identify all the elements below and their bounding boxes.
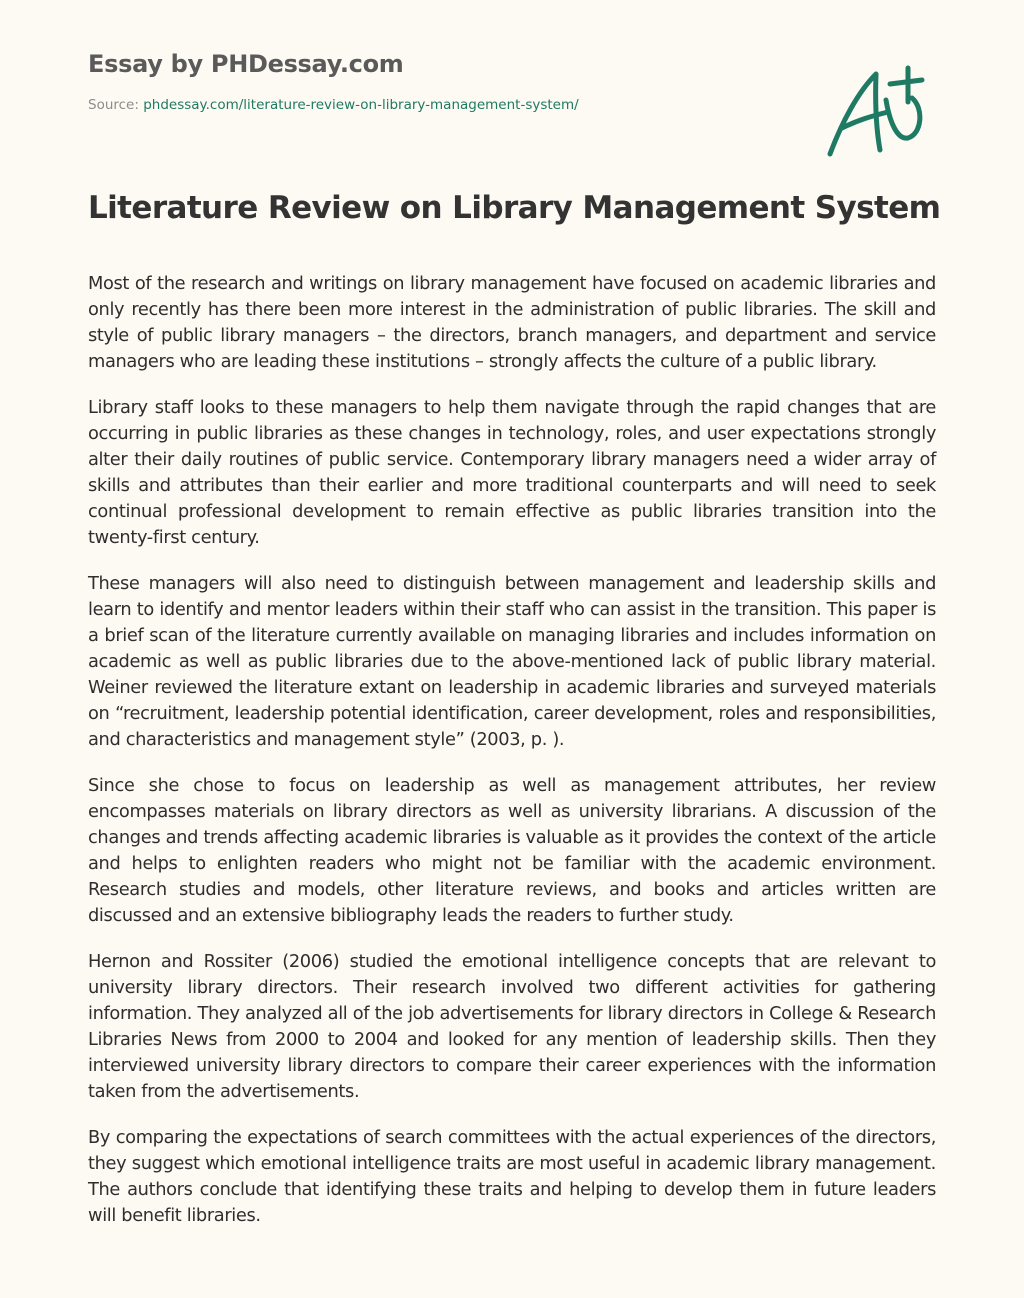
- paragraph: Most of the research and writings on library management have focused on academic libraries and only recently has there been more interest in the administration of public libraries. The skill and style of public library managers – the directors, branch managers, and department and service managers who are leading these institutions – strongly affects the culture of a public library.: [88, 273, 936, 372]
- essay-title: Literature Review on Library Management System: [88, 190, 941, 226]
- paragraph: These managers will also need to distinguish between management and leadership skills and learn to identify and mentor leaders within their staff who can assist in the transition. This paper is a brief scan of the literature currently available on managing libraries and includes information on academic as well as public libraries due to the above-mentioned lack of public library material. Weiner reviewed the literature extant on leadership in academic libraries and surveyed materials on “recruitment, leadership potential identification, career development, roles and responsibilities, and characteristics and management style” (2003, p. ).: [88, 573, 936, 750]
- paragraph: Hernon and Rossiter (2006) studied the emotional intelligence concepts that are relevant to university library directors. Their research involved two different activities for gathering information. They analyzed all of the job advertisements for library directors in College & Research Libraries News from 2000 to 2004 and looked for any mention of leadership skills. Then they interviewed university library directors to compare their career experiences with the information taken from the advertisements.: [88, 951, 936, 1102]
- source-label: Source:: [88, 97, 144, 113]
- paragraph: By comparing the expectations of search committees with the actual experiences of the directors, they suggest which emotional intelligence traits are most useful in academic library management. The authors conclude that identifying these traits and helping to develop them in future leaders will benefit libraries.: [88, 1127, 936, 1226]
- source-link[interactable]: phdessay.com/literature-review-on-library-management-system/: [143, 97, 579, 113]
- essay-body: [88, 271, 936, 1249]
- a-plus-logo-icon: [820, 62, 930, 162]
- paragraph: Since she chose to focus on leadership as well as management attributes, her review encompasses materials on library directors as well as university librarians. A discussion of the changes and trends affecting academic libraries is valuable as it provides the context of the article and helps to enlighten readers who might not be familiar with the academic environment. Research studies and models, other literature reviews, and books and articles written are discussed and an extensive bibliography leads the readers to further study.: [88, 775, 936, 926]
- brand-name: Essay by PHDessay.com: [88, 50, 404, 78]
- page-header: [88, 50, 579, 113]
- source-line: [88, 97, 579, 113]
- paragraph: Library staff looks to these managers to help them navigate through the rapid changes that are occurring in public libraries as these changes in technology, roles, and user expectations strongly alter their daily routines of public service. Contemporary library managers need a wider array of skills and attributes than their earlier and more traditional counterparts and will need to seek continual professional development to remain effective as public libraries transition into the twenty-first century.: [88, 397, 936, 548]
- a-plus-logo: [820, 62, 930, 162]
